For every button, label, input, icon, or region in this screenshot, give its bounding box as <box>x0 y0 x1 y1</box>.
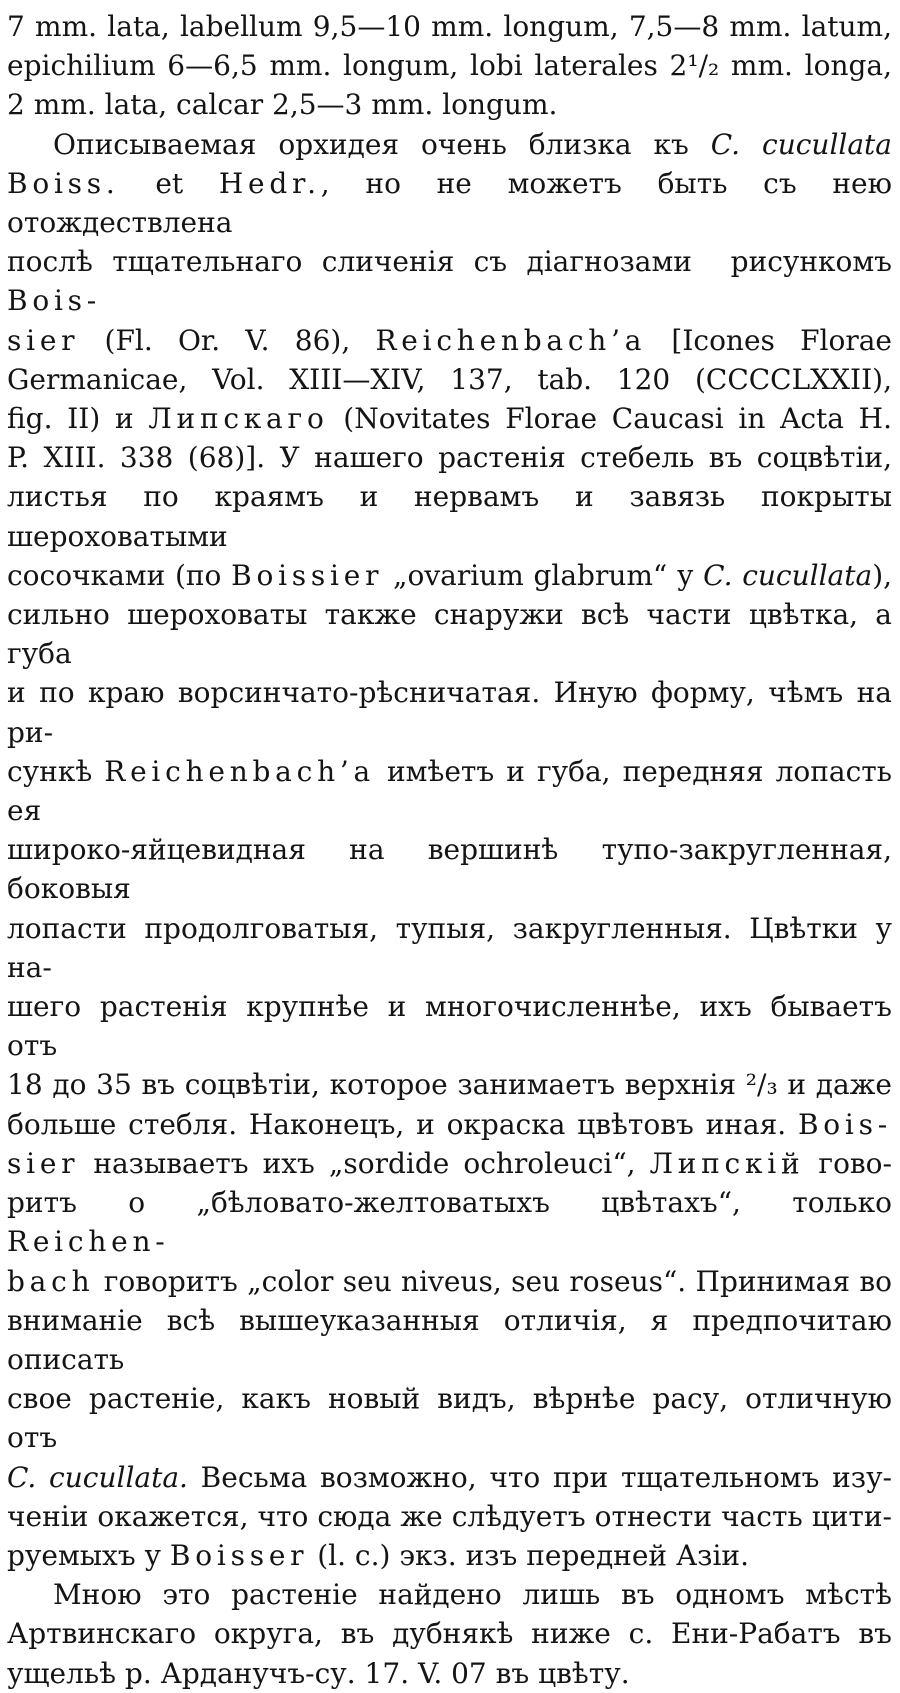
author-name-letterspaced: Boiss. <box>7 166 120 200</box>
text-segment: сильно шероховаты также снаружи всѣ части цвѣтка, а губа <box>7 598 892 671</box>
author-name-letterspaced: Reichen- <box>7 1225 170 1259</box>
text-line <box>7 477 892 555</box>
text-line <box>7 1379 892 1457</box>
text-segment: (Fl. Or. V. 86), <box>79 323 376 357</box>
text-segment: лопасти продолговатыя, тупыя, закругленныя. Цвѣтки у на- <box>7 911 892 984</box>
text-line <box>7 1575 892 1614</box>
author-name-letterspaced: Boisser <box>169 1538 309 1572</box>
text-line <box>7 399 892 438</box>
text-line <box>7 556 892 595</box>
text-line <box>7 1536 892 1575</box>
text-line <box>7 7 892 46</box>
text-segment: имѣетъ и губа, передняя лопасть ея <box>7 754 892 828</box>
text-line <box>7 125 892 164</box>
text-segment: гово- <box>804 1146 893 1180</box>
text-block <box>7 7 892 1693</box>
author-name-letterspaced: sier <box>7 1146 80 1180</box>
text-line <box>7 752 892 830</box>
text-segment: сункѣ <box>7 754 105 788</box>
text-line <box>7 830 892 908</box>
text-segment: 18 до 35 въ соцвѣтіи, которое занимаетъ верхнія ²/₃ и даже <box>7 1068 892 1102</box>
text-segment: говоритъ „color seu niveus, seu roseus“. Принимая во <box>94 1264 892 1298</box>
text-line <box>7 1497 892 1536</box>
text-segment: (l. c.) экз. изъ передней Азіи. <box>308 1538 749 1572</box>
text-segment: fig. II) и <box>7 402 149 436</box>
text-segment: широко-яйцевидная на вершинѣ тупо-закругленная, боковыя <box>7 833 892 906</box>
text-segment: руемыхъ у <box>7 1538 170 1572</box>
text-line <box>7 1654 892 1693</box>
text-segment: epichilium 6—6,5 mm. longum, lobi laterales 2¹/₂ mm. longa, <box>7 49 892 83</box>
text-segment: P. XIII. 338 (68)]. У нашего растенія стебель въ соцвѣтіи, <box>7 441 892 475</box>
text-segment: , но не можетъ быть съ нею отождествлена <box>7 166 892 240</box>
author-name-letterspaced: Bois- <box>7 284 102 318</box>
text-line <box>7 987 892 1065</box>
text-line <box>7 164 892 242</box>
text-segment: называетъ ихъ „sordide ochroleuci“, <box>79 1146 650 1180</box>
author-name-letterspaced: bach <box>7 1264 95 1298</box>
text-line <box>7 1458 892 1497</box>
text-segment: 2 mm. lata, calcar 2,5—3 mm. longum. <box>7 88 558 122</box>
text-segment: [Icones Florae <box>646 323 892 357</box>
text-segment: больше стебля. Наконецъ, и окраска цвѣтовъ иная. <box>7 1107 798 1141</box>
text-line <box>7 438 892 477</box>
text-segment: свое растеніе, какъ новый видъ, вѣрнѣе расу, отличную отъ <box>7 1382 892 1455</box>
text-segment: ритъ о „бѣловато-желтоватыхъ цвѣтахъ“, только <box>7 1186 892 1220</box>
text-segment: послѣ тщательнаго сличенія съ діагнозами рисункомъ <box>7 245 892 279</box>
text-line <box>7 85 892 124</box>
text-segment: et <box>119 166 219 200</box>
author-name-letterspaced: Hedr. <box>218 166 321 200</box>
text-line <box>7 1262 892 1301</box>
text-line <box>7 1065 892 1104</box>
text-segment: ущельѣ р. Арданучъ-су. 17. V. 07 въ цвѣту. <box>7 1656 630 1690</box>
text-segment: Germanicae, Vol. XIII—XIV, 137, tab. 120 (CCCCLXXII), <box>7 362 892 396</box>
author-name-letterspaced: Липскаго <box>148 402 329 436</box>
species-name-italic: C. cucullata. <box>7 1460 188 1494</box>
text-segment: „ovarium glabrum“ у <box>383 558 704 592</box>
text-segment: и по краю ворсинчато-рѣсничатая. Иную форму, чѣмъ на ри- <box>7 676 892 749</box>
author-name-letterspaced: Reichenbach’a <box>375 323 647 357</box>
text-line <box>7 1301 892 1379</box>
author-name-letterspaced: Reichenbach’а <box>104 754 375 788</box>
text-segment: Мною это растеніе найдено лишь въ одномъ мѣстѣ <box>53 1578 892 1612</box>
text-segment: сосочками (по <box>7 558 232 592</box>
species-name-italic: C. cucullata <box>710 127 892 161</box>
author-name-letterspaced: sier <box>7 323 80 357</box>
text-line <box>7 46 892 85</box>
text-segment: (Novitates Florae Caucasi in Acta H. <box>328 402 892 436</box>
text-line <box>7 1105 892 1144</box>
text-segment: 7 mm. lata, labellum 9,5—10 mm. longum, 7,5—8 mm. latum, <box>7 10 892 43</box>
text-segment: листья по краямъ и нервамъ и завязь покрыты шероховатыми <box>7 480 892 553</box>
species-name-italic: C. cucullata <box>703 558 873 592</box>
author-name-letterspaced: Boissier <box>231 558 384 592</box>
author-name-letterspaced: Липскій <box>649 1146 805 1180</box>
text-line <box>7 242 892 320</box>
text-segment: Описываемая орхидея очень близка къ <box>53 127 711 161</box>
text-segment: вниманіе всѣ вышеуказанныя отличія, я предпочитаю описать <box>7 1303 892 1376</box>
text-line <box>7 595 892 673</box>
text-segment: шего растенія крупнѣе и многочисленнѣе, ихъ бываетъ отъ <box>7 990 892 1063</box>
text-line <box>7 321 892 360</box>
text-line <box>7 1144 892 1183</box>
text-segment: Весьма возможно, что при тщательномъ изу- <box>187 1460 892 1494</box>
text-line <box>7 1614 892 1653</box>
text-segment: ченіи окажется, что сюда же слѣдуетъ отнести часть цити- <box>7 1499 892 1533</box>
text-segment: Артвинскаго округа, въ дубнякѣ ниже с. Ени-Рабатъ въ <box>7 1617 892 1651</box>
text-line <box>7 360 892 399</box>
text-segment: ), <box>872 558 893 592</box>
text-line <box>7 909 892 987</box>
text-line <box>7 1183 892 1261</box>
author-name-letterspaced: Bois- <box>797 1107 892 1141</box>
text-line <box>7 673 892 751</box>
